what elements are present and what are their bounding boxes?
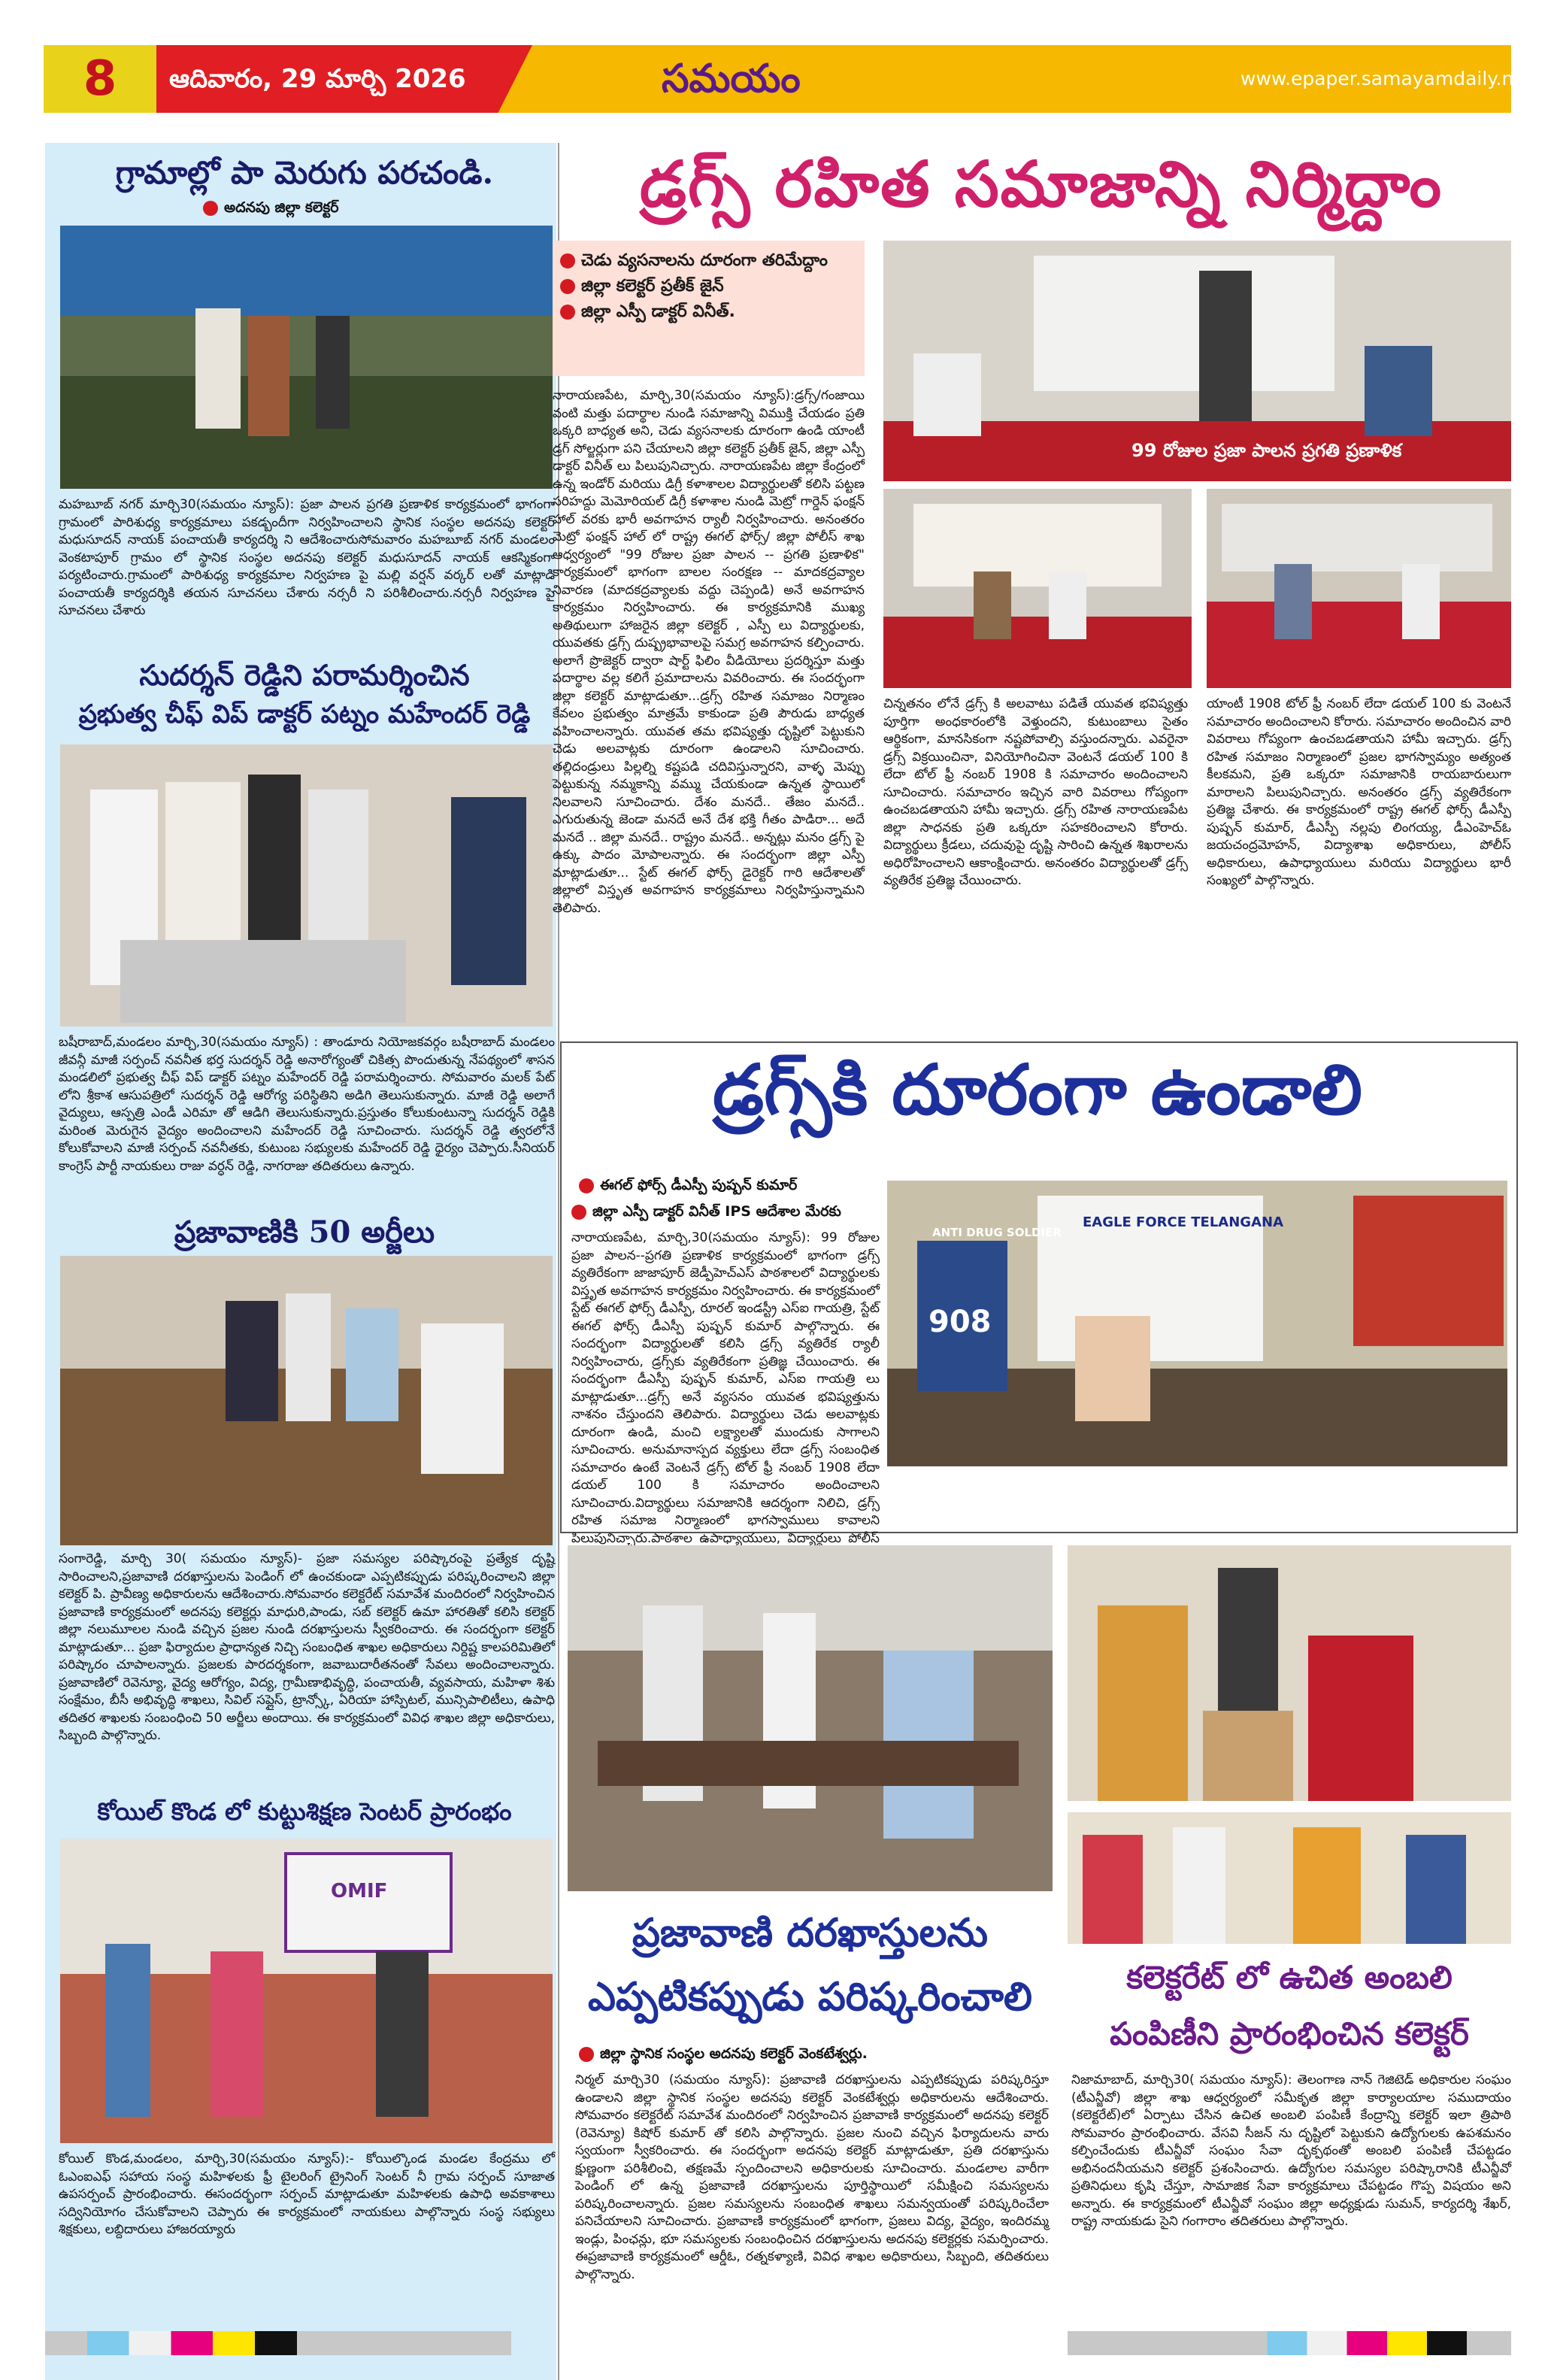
hospital-visit-photo (60, 744, 553, 1026)
anti-drug-sign: ANTI DRUG SOLDIER (932, 1226, 1062, 1239)
nursery-photo (60, 226, 553, 489)
ambali-headline-1: కలెక్టరేట్ లో ఉచిత అంబలి (1126, 1959, 1453, 1996)
prajavani-meeting-photo (60, 1256, 553, 1545)
story4-photo (60, 1839, 553, 2143)
prajavani-hall-photo (568, 1545, 1053, 1891)
main-photo-top (883, 241, 1511, 481)
story3-body: సంగారెడ్డి, మార్చి 30( సమయం న్యూస్)- ప్రజా సమస్యల పరిష్కారంపై ప్రత్యేక దృష్టి సారించాలని,ప్రజావాణి దరఖాస్తులను పెండింగ్ లో ఉంచకుండా ఎప్పటికప్పుడు పరిష్కరించాలని జిల్లా కలెక్టర్ పి. ప్రావీణ్య అధికారులను ఆదేశించారు.సోమవారం కలెక్టరేట్ సమావేశ మందిరంలో నిర్వహించిన ప్రజావాణి కార్యక్రమంలో అదనపు కలెక్టర్లు మాధురి,పాండు, సబ్ కలెక్టర్ ఉమా హారతితో కలిసి కలెక్టర్ జిల్లా నలుమూలల నుండి వచ్చిన ప్రజల నుండి దరఖాస్తులను స్వీకరించారు. ఈ సందర్భంగా కలెక్టర్ మాట్లాడుతూ... ప్రజా ఫిర్యాదుల ప్రాధాన్యత నిచ్చి సంబంధిత శాఖల అధికారులు నిర్దిష్ట కాలపరిమితిలో పరిష్కారం చూపాలన్నారు. ప్రజలకు పారదర్శకంగా, జవాబుదారీతనంతో సేవలు అందించాలన్నారు. ప్రజావాణిలో రెవెన్యూ, వైద్య ఆరోగ్యం, విద్య, గ్రామీణాభివృద్ధి, పంచాయతీ, వ్యవసాయ, మహిళా శిశు సంక్షేమం, బీసీ అభివృద్ధి శాఖలు, సివిల్ సప్లైస్, ట్రాన్స్కో, ఏరియా హాస్పిటల్, మున్సిపాలిటీలు, ఉపాధి తదితర శాఖలకు సంబంధించి 50 అర్జీలు అందాయి. ఈ కార్యక్రమంలో వివిధ శాఖల జిల్లా అధికారులు, సిబ్బంది పాల్గొన్నారు. (59, 1551, 555, 1743)
story3-photo (60, 1256, 553, 1545)
drugs2-byline-1: ఈగల్ ఫోర్స్ డీఎస్పీ పుష్పన్ కుమార్ (579, 1177, 797, 1197)
main-body-col3: యాంటీ 1908 టోల్ ఫ్రీ నంబర్ లేదా డయల్ 100 కు వెంటనే సమాచారం అందించాలని కోరారు. సమాచారం అందించిన వారి వివరాలు గోప్యంగా ఉంచబడతాయని హామీ ఇచ్చారు. డ్రగ్స్ రహిత సమాజం నిర్మాణంలో ప్రజల భాగస్వామ్యం అత్యంత కీలకమని, ప్రతి ఒక్కరూ సమాజానికి రాయబారులుగా మారాలని పిలుపునిచ్చారు. అనంతరం డ్రగ్స్ వ్యతిరేకంగా ప్రతిజ్ఞ చేశారు. ఈ కార్యక్రమంలో రాష్ట్ర ఈగల్ ఫోర్స్ డీఎస్పీ పుష్పన్ కుమార్, డీఎస్పీ నల్లపు లింగయ్య, డీఎంహెచ్ఓ జయచంద్రమోహన్, విద్యాశాఖ అధికారులు, పోలీస్ అధికారులు, ఉపాధ్యాయులు మరియు విద్యార్థులు భారీ సంఖ్యలో పాల్గొన్నారు. (1207, 696, 1511, 888)
story1-body: మహబూబ్ నగర్ మార్చి30(సమయం న్యూస్): ప్రజా పాలన ప్రగతి ప్రణాళిక కార్యక్రమంలో భాగంగా గ్రామంలో పారిశుధ్య కార్యక్రమాలు పకడ్బందీగా నిర్వహించాలని స్థానిక సంస్థల అదనపు కలెక్టర్ మధుసూదన్ నాయక్ పంచాయతీ కార్యదర్శి ని ఆదేశించారుసోమవారం మహబూబ్ నగర్ మండలం వెంకటాపూర్ గ్రామం లో స్థానిక సంస్థల అదనపు కలెక్టర్ మధుసూదన్ నాయక్ ఆకస్మికంగా పర్యటించారు.గ్రామంలో పారిశుధ్య కార్యక్రమాల నిర్వహణ పై మల్లి వర్షన్ వర్కర్ లతో మాట్లాడి పంచాయతీ కార్యదర్శికి తయన సూచనలు చేశారు నర్సరీ ని పరిశీలించారు.నర్సరీ నిర్వహణ పై సూచనలు చేశారు (59, 497, 555, 618)
ambali-photo-2 (1068, 1812, 1511, 1944)
eagle-force-sign: EAGLE FORCE TELANGANA (1083, 1214, 1284, 1230)
main-body-col1: నారాయణపేట, మార్చి,30(సమయం న్యూస్):డ్రగ్స్/గంజాయి వంటి మత్తు పదార్థాల నుండి సమాజాన్ని విముక్తి చేయడం ప్రతి ఒక్కరి బాధ్యత అని, చెడు వ్యసనాలకు దూరంగా ఉండి యాంటీ డ్రగ్ సోల్జర్లుగా పని చేయాలని జిల్లా కలెక్టర్ ప్రతీక్ జైన్, జిల్లా ఎస్పీ డాక్టర్ వినీత్ లు పిలుపునిచ్చారు. నారాయణపేట జిల్లా కేంద్రంలో ఉన్న ఇండోర్ మరియు డిగ్రీ కళాశాలల విద్యార్థులతో కలిసి పట్టణ సరిహద్దు మెమోరియల్ డిగ్రీ కళాశాల నుండి మెట్రో గార్డెన్ ఫంక్షన్ హాల్ వరకు భారీ అవగాహన ర్యాలీ నిర్వహించారు. అనంతరం మెట్రో ఫంక్షన్ హాల్ లో రాష్ట్ర ఈగల్ ఫోర్స్/ జిల్లా పోలీస్ శాఖ ఆధ్వర్యంలో "99 రోజుల ప్రజా పాలన -- ప్రగతి ప్రణాళిక" కార్యక్రమంలో భాగంగా బాలల సంరక్షణ -- మాదకద్రవ్యాల నివారణ (మాదకద్రవ్యాలకు వద్దు చెప్పండి) అనే అవగాహన కార్యక్రమం నిర్వహించారు. ఈ కార్యక్రమానికి ముఖ్య అతిథులుగా హాజరైన జిల్లా కలెక్టర్ , ఎస్పీ లు విద్యార్థులకు, యువతకు డ్రగ్స్ దుష్ప్రభావాలపై సమగ్ర అవగాహన కల్పించారు. అలాగే ప్రొజెక్టర్ ద్వారా షార్ట్ ఫిలిం వీడియోలు ప్రదర్శిస్తూ మత్తు పదార్థాల వల్ల కలిగే ప్రమాదాలను వివరించారు. ఈ సందర్భంగా జిల్లా కలెక్టర్ మాట్లాడుతూ...డ్రగ్స్ రహిత సమాజం నిర్మాణం కేవలం ప్రభుత్వం మాత్రమే కాకుండా ప్రతి పౌరుడు బాధ్యత వహించాలన్నారు. యువత తమ భవిష్యత్తు దృష్టిలో పెట్టుకుని చెడు అలవాట్లకు దూరంగా ఉండాలని సూచించారు. తల్లిదండ్రులు పిల్లల్ని కష్టపడి చదివిస్తున్నారని, వాళ్ళ మెప్పు పెట్టుకున్న నమ్మకాన్ని వమ్ము చేయకుండా ఉన్నత స్థాయిలో నిలవాలని సూచించారు. దేశం మనదే.. తేజం మనదే.. ఎగురుతున్న జెండా మనదే అనే దేశ భక్తి గీతం పాడిరా... అదే మనదే .. జిల్లా మనదే.. రాష్ట్రం మనదే.. అన్నట్లు మనం డ్రగ్స్ పై ఉక్కు పాదం మోపాలన్నారు. ఈ సందర్భంగా జిల్లా ఎస్పీ మాట్లాడుతూ... స్టేట్ ఈగల్ ఫోర్స్ డైరెక్టర్ గారి ఆదేశాలతో జిల్లాలో విస్తృత అవగాహన కార్యక్రమాలు నిర్వహిస్తున్నామని తెలిపారు. (553, 388, 865, 916)
prajavani-headline-1: ప్రజావాణి దరఖాస్తులను (632, 1910, 989, 1956)
ambali-group-photo (1068, 1812, 1511, 1944)
drugs2-body-col1: నారాయణపేట, మార్చి,30(సమయం న్యూస్): 99 రోజుల ప్రజా పాలన--ప్రగతి ప్రణాళిక కార్యక్రమంలో భాగంగా డ్రగ్స్ వ్యతిరేకంగా జాజాపూర్ జెడ్పీహెచ్ఎస్ పాఠశాలలో విద్యార్థులకు విస్తృత అవగాహన కార్యక్రమం నిర్వహించారు. ఈ కార్యక్రమంలో స్టేట్ ఈగల్ ఫోర్స్ డీఎస్పీ, రూరల్ ఇండస్ట్రీ ఎస్ఐ గాయత్రి, స్టేట్ ఈగల్ ఫోర్స్ డీఎస్పీ పుష్పన్ కుమార్ పాల్గొన్నారు. ఈ సందర్భంగా విద్యార్థులతో కలిసి డ్రగ్స్ వ్యతిరేక ర్యాలీ నిర్వహించారు, డ్రగ్స్‌కు వ్యతిరేకంగా ప్రతిజ్ఞ చేయించారు. ఈ సందర్భంగా డీఎస్పీ పుష్పన్ కుమార్, ఎస్ఐ గాయత్రి లు మాట్లాడుతూ...డ్రగ్స్ అనే వ్యసనం యువత భవిష్యత్తును నాశనం చేస్తుందని తెలిపారు. విద్యార్థులు చెడు అలవాట్లకు దూరంగా ఉండి, మంచి లక్ష్యాలతో ముందుకు సాగాలని సూచించారు. అనుమానాస్పద వ్యక్తులు లేదా డ్రగ్స్ సంబంధిత సమాచారం ఉంటే వెంటనే డ్రగ్స్ టోల్ ఫ్రీ నంబర్ 1908 లేదా డయల్ 100 కి సమాచారం అందించాలని సూచించారు.విద్యార్థులు సమాజానికి ఆదర్శంగా నిలిచి, డ్రగ్స్ రహిత సమాజ నిర్మాణంలో భాగస్వాములు కావాలని పిలుపునిచ్చారు.పాఠశాల ఉపాధ్యాయులు, విద్యార్థులు పోలీస్ (571, 1230, 880, 1546)
prajavani-headline-2: ఎప్పటికప్పుడు పరిష్కరించాలి (587, 1974, 1033, 2020)
story1-byline: అదనపు జిల్లా కలెక్టర్ (203, 199, 339, 220)
tailoring-centre-photo (60, 1839, 553, 2143)
main-headline: డ్రగ్స్ రహిత సమాజాన్ని నిర్మిద్దాం (639, 147, 1443, 221)
epaper-url[interactable]: www.epaper.samayamdaily.net (1240, 68, 1533, 89)
stage-dignitaries-photo (883, 489, 1192, 688)
prajavani-byline: జిల్లా స్థానిక సంస్థల అదనపు కలెక్టర్ వెంకటేశ్వర్లు. (579, 2045, 868, 2066)
main-bullets (560, 248, 861, 325)
print-color-bar-right (1068, 2331, 1511, 2355)
story2-headline-line2: ప్రభుత్వ చీఫ్ విప్ డాక్టర్ పట్నం మహేందర్ రెడ్డి (78, 699, 531, 729)
main-bullet-3: జిల్లా ఎస్పీ డాక్టర్ వినీత్. (560, 299, 861, 325)
prajavani-body: నిర్మల్ మార్చి30 (సమయం న్యూస్): ప్రజావాణి దరఖాస్తులను ఎప్పటికప్పుడు పరిష్కరిస్తూ ఉండాలని జిల్లా స్థానిక సంస్థల అదనపు కలెక్టర్ వెంకటేశ్వర్లు అధికారులను ఆదేశించారు. సోమవారం కలెక్టరేట్ సమావేశ మందిరంలో నిర్వహించిన ప్రజావాణి కార్యక్రమంలో అదనపు కలెక్టర్ (రెవెన్యూ) కిషోర్ కుమార్ తో కలిసి పాల్గొన్నారు. ప్రజల నుంచి వచ్చిన ఫిర్యాదులను వారు స్వయంగా స్వీకరించారు. ఈ సందర్భంగా అదనపు కలెక్టర్ మాట్లాడుతూ, ప్రతి దరఖాస్తును క్షుణ్ణంగా పరిశీలించి, తక్షణమే స్పందించాలని అధికారులకు సూచించారు. మండలాల వారీగా పెండింగ్ లో ఉన్న ప్రజావాణి దరఖాస్తులను పూర్తిస్థాయిలో సమీక్షించి సమస్యలను పరిష్కరించాలన్నారు. ప్రజల సమస్యలను సంబంధిత శాఖలు సమన్వయంతో పరిష్కరించేలా పనిచేయాలని సూచించారు. ప్రజావాణి కార్యక్రమంలో భాగంగా, ప్రజలు విద్య, వైద్యం, ఇందిరమ్మ ఇండ్లు, పింఛన్లు, భూ సమస్యలకు సంబంధించిన దరఖాస్తులను అదనపు కలెక్టర్లకు సమర్పించారు. ఈప్రజావాణి కార్యక్రమంలో ఆర్డీఓ, రత్నకళ్యాణి, వివిధ శాఖల అధికారులు, సిబ్బంది, తదితరులు పాల్గొన్నారు. (575, 2072, 1049, 2282)
page-number: 8 (44, 45, 156, 113)
drugs2-byline-2: జిల్లా ఎస్పీ డాక్టర్ వినీత్ IPS ఆదేశాల మేరకు (571, 1203, 841, 1223)
story4-body: కోయిల్ కొండ,మండలం, మార్చి,30(సమయం న్యూస్):- కోయిల్కొండ మండల కేంద్రము లో ఓఎంఐఎఫ్ సహాయ సంస్థ మహిళలకు ఫ్రీ టైలరింగ్ ట్రైనింగ్ సెంటర్ నీ గ్రామ సర్పంచ్ సూజాత ఉపసర్పంచ్ ప్రారంభించారు. ఈసందర్భంగా సర్పంచ్ మాట్లాడుతూ మహిళలకు ఉపాధి అవకాశాలు సద్వినియోగం చేసుకోవాలని చెప్పారు ఈ కార్యక్రమంలో నాయకులు పాల్గొన్నారు సంస్థ సభ్యులు శిక్షకులు, లబ్దిదారులు హాజరయ్యారు (59, 2151, 555, 2237)
story2-headline-line1: సుదర్శన్ రెడ్డిని పరామర్శించిన (139, 658, 470, 692)
ambali-headline-2: పంపిణీని ప్రారంభించిన కలెక్టర్ (1110, 2015, 1469, 2052)
print-color-bar-left (45, 2331, 511, 2355)
drugs2-headline: డ్రగ్స్‌కి దూరంగా ఉండాలి (713, 1049, 1362, 1130)
ambali-photo-1 (1068, 1545, 1511, 1801)
main-photo-left (883, 489, 1192, 688)
bullet-dot-icon (571, 1205, 586, 1220)
bullet-dot-icon (203, 201, 218, 216)
main-photo-right (1207, 489, 1511, 688)
story4-headline: కోయిల్ కొండ లో కుట్టుశిక్షణ సెంటర్ ప్రారంభం (97, 1797, 512, 1826)
story2-body: బషీరాబాద్,మండలం మార్చి,30(సమయం న్యూస్) : తాండూరు నియోజకవర్గం బషీరాబాద్ మండలం జీవన్గీ మాజీ సర్పంచ్ నవనీత భర్త సుదర్శన్ రెడ్డి అనారోగ్యంతో చికిత్స పొందుతున్న నేపథ్యంలో శాసన మండలిలో ప్రభుత్వ చీఫ్ విప్ డాక్టర్ పట్నం మహేందర్ రెడ్డి పరామర్శించారు. సోమవారం మలక్ పేట్ లోని శ్రీకాశ ఆసుపత్రిలో సుదర్శన్ రెడ్డి ఆరోగ్య పరిస్థితిని అడిగి తెలుసుకున్నారు. మాజీ రెడ్డి అలాగే వైద్యులు, ఆస్పత్రి ఎండీ ఎరిమా తో ఆడిగి తెలుసుకున్నారు.ప్రస్తుతం కోలుకుంటున్నా సుదర్శన్ రెడ్డికి మరింత మెరుగైన వైద్యం అందించాలని మహేందర్ రెడ్డి సూచించారు. సుదర్శన్ రెడ్డి త్వరలోనే కోలుకోవాలని మాజీ సర్పంచ్ నవనీతకు, కుటుంబ సభ్యులకు మహేందర్ రెడ్డి ధైర్యం చెప్పారు.సీనియర్ కాంగ్రెస్ పార్టీ నాయకులు రాజు వర్ధన్ రెడ్డి, నాగరాజు తదితరులు ఉన్నారు. (59, 1035, 555, 1174)
main-bullet-1: చెడు వ్యసనాలను దూరంగా తరిమేద్దాం (560, 248, 861, 274)
ambali-body: నిజామాబాద్, మార్చి30( సమయం న్యూస్): తెలంగాణ నాన్ గెజిటెడ్ అధికారుల సంఘం (టీఎన్జీవో) జిల్లా శాఖ ఆధ్వర్యంలో సమీకృత జిల్లా కార్యాలయాల సముదాయం (కలెక్టరేట్)లో ఏర్పాటు చేసిన ఉచిత అంబలి పంపిణీ కేంద్రాన్ని కలెక్టర్ ఇలా త్రిపాఠి సోమవారం ప్రారంభించారు. వేసవి సీజన్ ను దృష్టిలో పెట్టుకుని ఉద్యోగులకు ఉపశమనం కల్పించేందుకు టీఎన్జీవో సంఘం సేవా దృక్పథంతో అంబలి పంపిణీ చేపట్టడం అభినందనీయమని కలెక్టర్ ప్రశంసించారు. ఉద్యోగుల సమస్యల పరిష్కారానికి టీఎన్జీవో ప్రతినిధులు కృషి చేస్తూ, సామాజిక సేవా కార్యక్రమాలు చేపట్టడం గొప్ప విషయం అని అన్నారు. ఈ కార్యక్రమంలో టీఎన్జీవో సంఘం జిల్లా అధ్యక్షుడు సుమన్, కార్యదర్శి శేఖర్, రాష్ట్ర నాయకుడు సైని గంగారాం తదితరులు పాల్గొన్నారు. (1071, 2072, 1511, 2229)
audience-photo (1207, 489, 1511, 688)
story2-photo (60, 744, 553, 1026)
story3-headline: ప్రజావాణికి 50 అర్జీలు (174, 1214, 435, 1250)
bullet-dot-icon (560, 305, 575, 320)
bullet-dot-icon (579, 1178, 594, 1193)
main-bullet-2: జిల్లా కలెక్టర్ ప్రతీక్ జైన్ (560, 274, 861, 299)
main-body-col2: చిన్నతనం లోనే డ్రగ్స్ కి అలవాటు పడితే యువత భవిష్యత్తు పూర్తిగా అంధకారంలోకి వెళ్తుందని, కుటుంబాలు సైతం ఆర్థికంగా, మానసికంగా నష్టపోవాల్సి వస్తుందన్నారు. ఎవరైనా డ్రగ్స్ విక్రయించినా, వినియోగించినా వెంటనే డయల్ 100 కి లేదా టోల్ ఫ్రీ నంబర్ 1908 కి సమాచారం అందించాలని సూచించారు. సమాచారం ఇచ్చిన వారి వివరాలు గోప్యంగా ఉంచబడతాయని హామీ ఇచ్చారు. డ్రగ్స్ రహిత నారాయణపేట జిల్లా సాధనకు ప్రతి ఒక్కరూ సహకరించాలని కోరారు. విద్యార్థులు క్రీడలు, చదువుపై దృష్టి సారించి ఉన్నత శిఖరాలను అధిరోహించాలని ఆకాంక్షించారు. అనంతరం విద్యార్థులతో డ్రగ్స్ వ్యతిరేక ప్రతిజ్ఞ చేయించారు. (883, 696, 1188, 888)
masthead: సమయం (662, 56, 801, 102)
helpline-sign: 908 (928, 1305, 992, 1339)
story1-headline: గ్రామాల్లో పా మెరుగు పరచండి. (115, 154, 494, 191)
prajavani-photo (568, 1545, 1053, 1891)
bullet-dot-icon (560, 253, 575, 268)
story1-photo (60, 226, 553, 489)
omif-sign: OMIF (331, 1880, 388, 1902)
issue-date: ఆదివారం, 29 మార్చి 2026 (169, 64, 466, 94)
banner-text: 99 రోజుల ప్రజా పాలన ప్రగతి ప్రణాళిక (1131, 440, 1402, 461)
drugs2-photo (887, 1181, 1507, 1466)
bullet-dot-icon (560, 279, 575, 294)
ambali-serving-photo (1068, 1545, 1511, 1801)
bullet-dot-icon (579, 2047, 594, 2062)
